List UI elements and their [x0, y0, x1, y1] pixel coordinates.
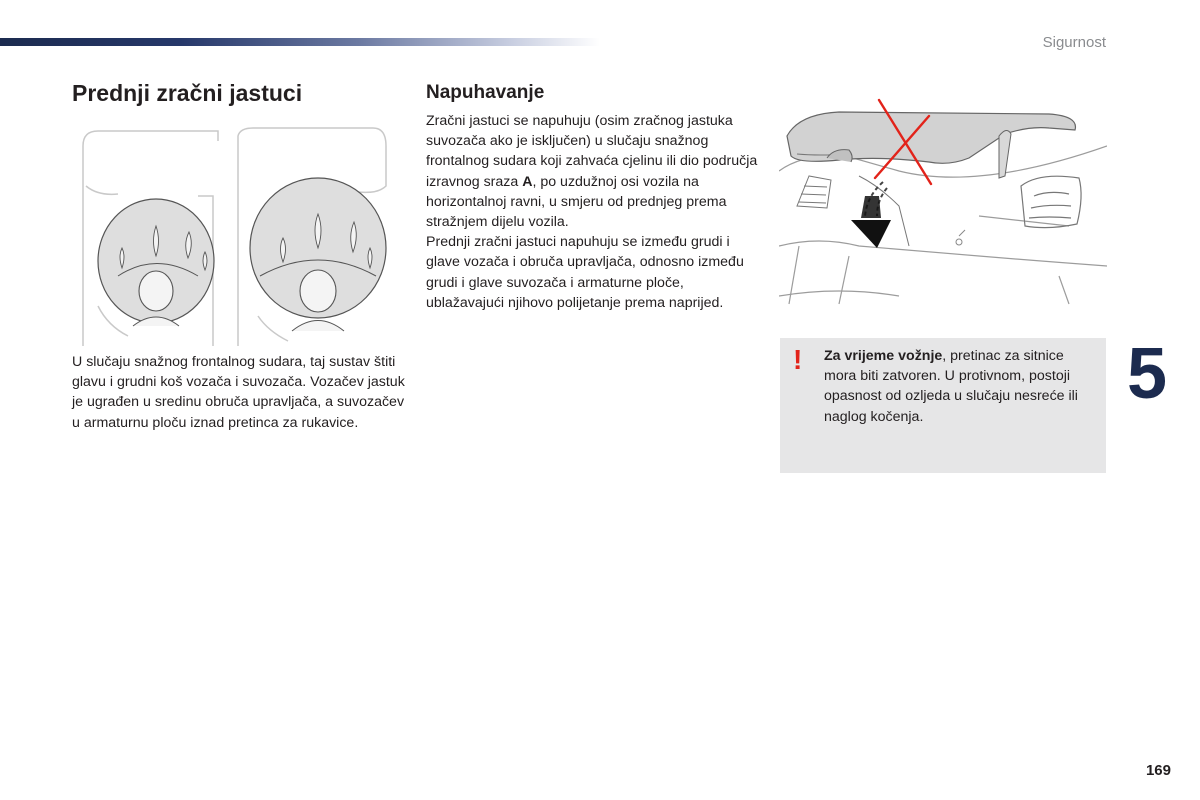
chapter-number: 5 — [1126, 334, 1167, 414]
vent-left — [797, 176, 831, 208]
page-title: Prednji zračni jastuci — [72, 80, 303, 106]
section-heading-inflation: Napuhavanje — [426, 82, 545, 103]
inflation-paragraph-2: Prednji zračni jastuci napuhuju se između grudi i glave vozača i obruča upravljača, odnosno između grudi i glave suvozača i armaturne ploče, ublažavajući njihovo polijetanje prema naprijed. — [426, 234, 744, 311]
warning-exclamation-icon: ! — [793, 344, 803, 375]
driver-airbag — [98, 199, 214, 326]
zone-label: A — [522, 173, 533, 190]
inflation-paragraph-1 — [426, 111, 762, 232]
warning-text — [824, 346, 1096, 427]
airbag-illustration — [78, 126, 391, 346]
warning-bold: Za vrijeme vožnje — [824, 348, 943, 364]
intro-paragraph: U slučaju snažnog frontalnog sudara, taj sustav štiti glavu i grudni koš vozača i suvozača. Vozačev jastuk je ugrađen u sredinu obruča upravljača, a suvozačev u armaturnu ploču iznad pretinca za rukavice. — [72, 354, 405, 431]
vent-right — [1021, 176, 1081, 227]
page-number: 169 — [1145, 762, 1171, 779]
inflation-p1-text-end: , po uzdužnoj osi vozila na horizontalnoj ravni, u smjeru od prednjeg prema stražnjem dijelu vozila. — [426, 173, 727, 231]
glovebox-illustration — [779, 96, 1107, 306]
inflation-p1-text: Zračni jastuci se napuhuju (osim zračnog jastuka suvozača ako je isključen) u slučaju snažnog frontalnog sudara koji zahvaća cjelinu ili dio područja izravnog sraza — [426, 113, 758, 190]
section-title: Sigurnost — [1042, 34, 1106, 51]
passenger-airbag — [250, 178, 386, 331]
warning-body: , pretinac za sitnice mora biti zatvoren. U protivnom, postoji opasnost od ozljeda u slučaju nesreće ili naglog kočenja. — [824, 348, 1078, 425]
warning-box — [780, 338, 1106, 473]
arrow-down-icon — [851, 182, 891, 248]
inflation-text — [426, 111, 762, 313]
header-gradient-bar — [0, 38, 600, 46]
